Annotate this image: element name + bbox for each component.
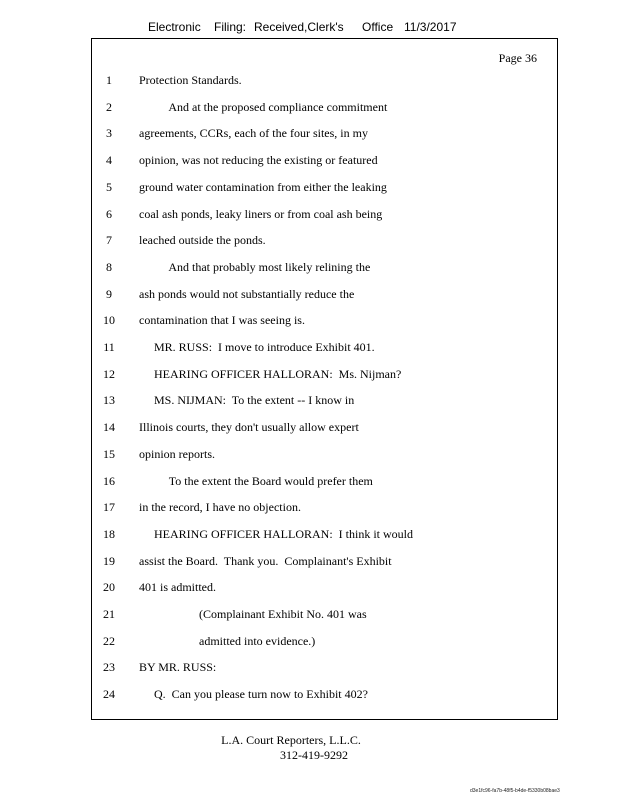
court-reporter-name: L.A. Court Reporters, L.L.C. bbox=[221, 733, 361, 747]
line-text: MS. NIJMAN: To the extent -- I know in bbox=[139, 393, 355, 408]
transcript-line bbox=[92, 367, 557, 385]
line-text: in the record, I have no objection. bbox=[139, 500, 301, 515]
line-text: opinion reports. bbox=[139, 446, 215, 461]
line-text: Q. Can you please turn now to Exhibit 402? bbox=[139, 687, 368, 702]
filing-header-word-received: Received,Clerk's bbox=[254, 20, 344, 34]
line-text: coal ash ponds, leaky liners or from coal ash being bbox=[139, 206, 383, 221]
filing-header-word-electronic: Electronic bbox=[148, 20, 201, 34]
line-number: 1 bbox=[106, 73, 112, 87]
line-text: agreements, CCRs, each of the four sites, in my bbox=[139, 126, 368, 141]
line-number: 3 bbox=[106, 126, 112, 141]
transcript-line bbox=[92, 474, 557, 492]
transcript-line bbox=[92, 100, 557, 118]
line-text: 401 is admitted. bbox=[139, 580, 216, 595]
transcript-line bbox=[92, 313, 557, 331]
line-number: 20 bbox=[103, 580, 115, 595]
transcript-page bbox=[91, 38, 558, 720]
transcript-line bbox=[92, 340, 557, 358]
transcript-line bbox=[92, 580, 557, 598]
line-number: 22 bbox=[103, 633, 115, 648]
line-number: 2 bbox=[106, 99, 112, 114]
transcript-line bbox=[92, 500, 557, 518]
transcript-line bbox=[92, 527, 557, 545]
transcript-line bbox=[92, 420, 557, 438]
line-text: To the extent the Board would prefer them bbox=[139, 473, 373, 488]
line-number: 19 bbox=[103, 553, 115, 568]
line-number: 21 bbox=[103, 607, 115, 621]
court-reporter-phone: 312-419-9292 bbox=[280, 748, 348, 762]
line-number: 9 bbox=[106, 286, 112, 301]
transcript-line bbox=[92, 607, 557, 625]
transcript-line bbox=[92, 687, 557, 705]
transcript-line bbox=[92, 447, 557, 465]
transcript-line bbox=[92, 287, 557, 305]
line-text: Illinois courts, they don't usually allow expert bbox=[139, 420, 359, 435]
footer bbox=[0, 733, 618, 763]
line-number: 13 bbox=[103, 393, 115, 408]
transcript-line bbox=[92, 180, 557, 198]
transcript-line bbox=[92, 393, 557, 411]
transcript-line bbox=[92, 207, 557, 225]
line-number: 7 bbox=[106, 233, 112, 248]
filing-header-word-filing: Filing: bbox=[214, 20, 247, 34]
transcript-line bbox=[92, 660, 557, 678]
document-id: d3e1fc96-fa7b-48f5-b4de-f5330b08bae3 bbox=[470, 788, 560, 794]
line-number: 16 bbox=[103, 473, 115, 488]
line-text: ground water contamination from either the leaking bbox=[139, 179, 387, 194]
transcript-line bbox=[92, 260, 557, 278]
line-number: 5 bbox=[106, 179, 112, 194]
line-text: assist the Board. Thank you. Complainant's Exhibit bbox=[139, 553, 392, 568]
line-text: MR. RUSS: I move to introduce Exhibit 401. bbox=[139, 340, 375, 354]
line-text: ash ponds would not substantially reduce the bbox=[139, 286, 355, 301]
transcript-line bbox=[92, 126, 557, 144]
transcript-line bbox=[92, 153, 557, 171]
line-text: BY MR. RUSS: bbox=[139, 660, 217, 675]
transcript-line bbox=[92, 233, 557, 251]
line-text: admitted into evidence.) bbox=[139, 633, 316, 648]
line-number: 6 bbox=[106, 206, 112, 221]
line-number: 15 bbox=[103, 446, 115, 461]
transcript-line bbox=[92, 554, 557, 572]
line-number: 11 bbox=[103, 340, 115, 354]
line-text: HEARING OFFICER HALLORAN: Ms. Nijman? bbox=[139, 366, 402, 381]
line-text: HEARING OFFICER HALLORAN: I think it would bbox=[139, 526, 414, 541]
line-text: And that probably most likely relining the bbox=[139, 259, 371, 274]
transcript-line bbox=[92, 634, 557, 652]
line-number: 10 bbox=[103, 313, 115, 328]
filing-header-word-office: Office bbox=[362, 20, 394, 34]
line-text: opinion, was not reducing the existing or featured bbox=[139, 153, 378, 168]
line-number: 17 bbox=[103, 500, 115, 515]
line-number: 24 bbox=[103, 687, 115, 702]
line-number: 8 bbox=[106, 259, 112, 274]
line-text: And at the proposed compliance commitment bbox=[139, 99, 388, 114]
line-text: Protection Standards. bbox=[139, 73, 242, 87]
line-number: 18 bbox=[103, 526, 115, 541]
line-number: 14 bbox=[103, 420, 115, 435]
page-number: Page 36 bbox=[498, 51, 537, 65]
line-text: (Complainant Exhibit No. 401 was bbox=[139, 607, 367, 621]
filing-header-date: 11/3/2017 bbox=[404, 20, 457, 34]
line-number: 12 bbox=[103, 366, 115, 381]
line-text: leached outside the ponds. bbox=[139, 233, 266, 248]
transcript-line bbox=[92, 73, 557, 91]
line-number: 23 bbox=[103, 660, 115, 675]
line-text: contamination that I was seeing is. bbox=[139, 313, 305, 328]
line-number: 4 bbox=[106, 153, 112, 168]
filing-header bbox=[148, 20, 457, 34]
